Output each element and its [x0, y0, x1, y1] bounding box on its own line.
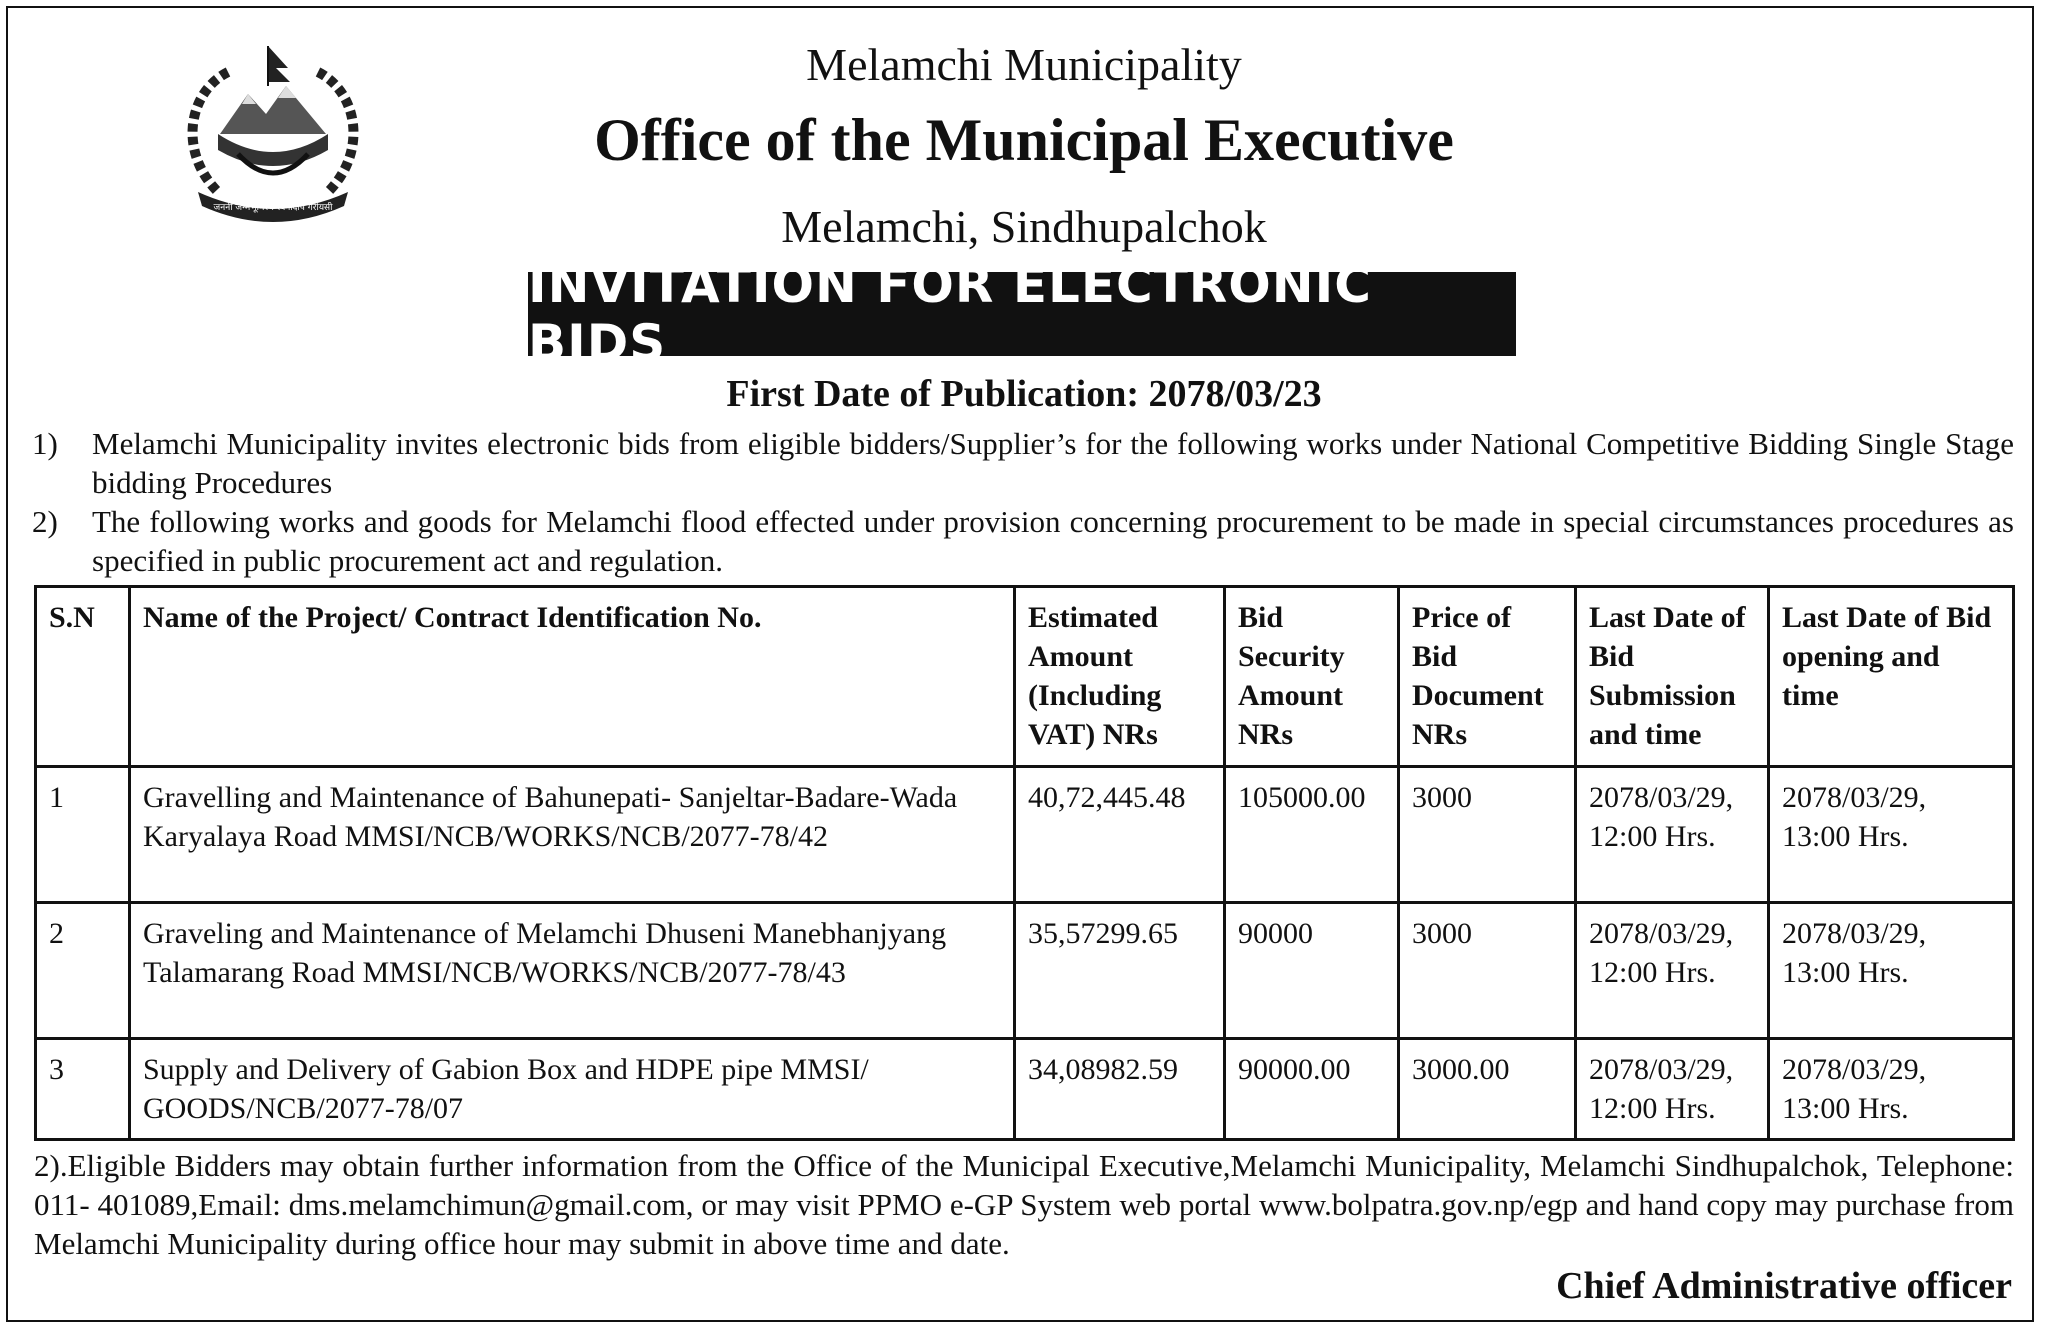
paragraph-2: [32, 502, 2014, 580]
bids-table: [34, 585, 2015, 1141]
column-header: Estimated Amount (Including VAT) NRs: [1015, 587, 1225, 767]
notice-banner: INVITATION FOR ELECTRONIC BIDS: [528, 272, 1516, 356]
table-cell: 1: [36, 767, 130, 903]
table-cell: 35,57299.65: [1015, 903, 1225, 1039]
column-header: S.N: [36, 587, 130, 767]
table-cell: 2: [36, 903, 130, 1039]
paragraph-number: 2): [32, 504, 58, 539]
column-header: Price of Bid Document NRs: [1399, 587, 1576, 767]
table-cell: Graveling and Maintenance of Melamchi Dhuseni Manebhanjyang Talamarang Road MMSI/NCB/WORKS/NCB/2077-78/43: [130, 903, 1015, 1039]
paragraph-text: The following works and goods for Melamchi flood effected under provision concerning procurement to be made in special circumstances procedures as specified in public procurement act and regulation.: [92, 504, 2014, 578]
table-cell: 90000: [1225, 903, 1399, 1039]
table-cell: 3: [36, 1039, 130, 1140]
publication-date: First Date of Publication: 2078/03/23: [726, 373, 1322, 415]
paragraph-text: Melamchi Municipality invites electronic bids from eligible bidders/Supplier’s for the following works under National Competitive Bidding Single Stage bidding Procedures: [92, 426, 2014, 500]
table-cell: 90000.00: [1225, 1039, 1399, 1140]
column-header: Name of the Project/ Contract Identification No.: [130, 587, 1015, 767]
table-cell: 34,08982.59: [1015, 1039, 1225, 1140]
column-header: Last Date of Bid Submission and time: [1576, 587, 1769, 767]
footer-paragraph: 2).Eligible Bidders may obtain further information from the Office of the Municipal Executive,Melamchi Municipality, Melamchi Sindhupalchok, Telephone: 011- 401089,Email: dms.melamchimun@gmail.com, or may visit PPMO e-GP System web portal www.bolpatra.gov.np/egp and hand copy may purchase from Melamchi Municipality during office hour may submit in above time and date.: [34, 1148, 2014, 1261]
table-cell: 3000: [1399, 903, 1576, 1039]
emblem-motto-text: जननी जन्मभूमिश्च स्वर्गादपि गरीयसी: [213, 203, 333, 213]
municipality-name: Melamchi Municipality: [806, 39, 1242, 90]
table-cell: 3000.00: [1399, 1039, 1576, 1140]
table-cell: 2078/03/29, 12:00 Hrs.: [1576, 767, 1769, 903]
table-cell: Supply and Delivery of Gabion Box and HDPE pipe MMSI/ GOODS/NCB/2077-78/07: [130, 1039, 1015, 1140]
column-header: Last Date of Bid opening and time: [1769, 587, 2014, 767]
table-cell: 2078/03/29, 12:00 Hrs.: [1576, 903, 1769, 1039]
table-cell: 40,72,445.48: [1015, 767, 1225, 903]
paragraph-1: [32, 424, 2014, 502]
office-location: Melamchi, Sindhupalchok: [781, 201, 1267, 252]
table-cell: 2078/03/29, 12:00 Hrs.: [1576, 1039, 1769, 1140]
table-row: [36, 903, 2014, 1039]
table-cell: 2078/03/29, 13:00 Hrs.: [1769, 903, 2014, 1039]
table-cell: 2078/03/29, 13:00 Hrs.: [1769, 1039, 2014, 1140]
table-cell: 105000.00: [1225, 767, 1399, 903]
signature-title: Chief Administrative officer: [1556, 1265, 2012, 1307]
table-cell: 2078/03/29, 13:00 Hrs.: [1769, 767, 2014, 903]
table-header-row: [36, 587, 2014, 767]
table-cell: Gravelling and Maintenance of Bahunepati- Sanjeltar-Badare-Wada Karyalaya Road MMSI/NCB/WORKS/NCB/2077-78/42: [130, 767, 1015, 903]
office-title: Office of the Municipal Executive: [594, 107, 1454, 173]
paragraph-number: 1): [32, 426, 58, 461]
table-row: [36, 767, 2014, 903]
column-header: Bid Security Amount NRs: [1225, 587, 1399, 767]
table-row: [36, 1039, 2014, 1140]
table-cell: 3000: [1399, 767, 1576, 903]
